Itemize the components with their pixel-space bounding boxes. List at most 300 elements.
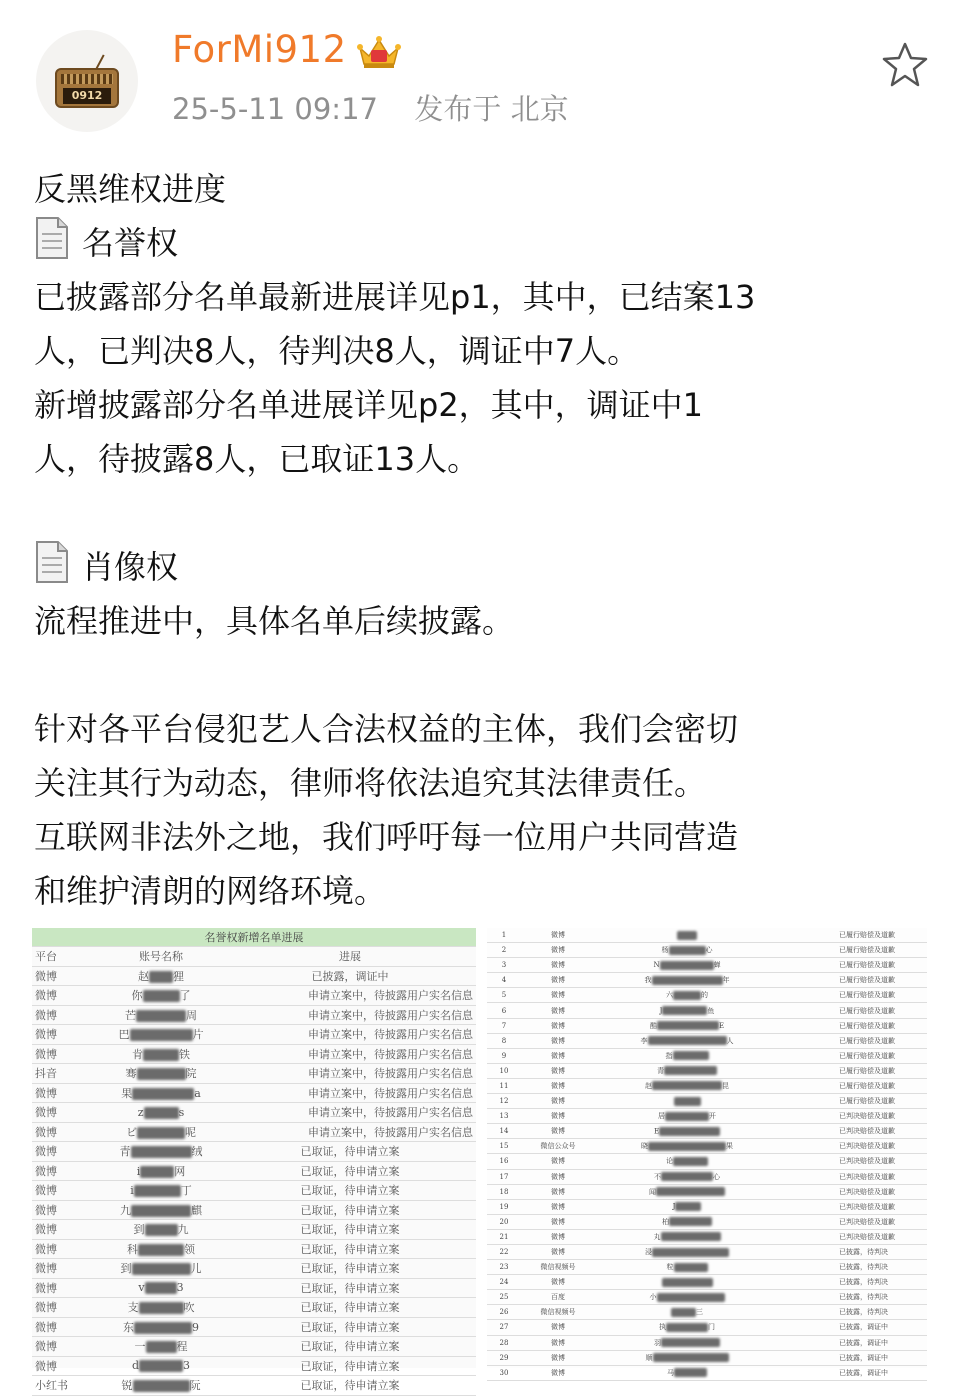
table-row: [487, 1078, 927, 1093]
row-platform: 微博: [32, 1025, 98, 1045]
table-row: [487, 1033, 927, 1048]
left-header-status: 进展: [224, 947, 476, 967]
row-status: 已履行赔偿及道歉: [779, 943, 927, 958]
row-account: J 鱼: [595, 1003, 779, 1018]
row-platform: 微博: [32, 1044, 98, 1064]
table-row: [32, 1083, 476, 1103]
row-status: 已取证，待申请立案: [224, 1181, 476, 1201]
table-row: [32, 1181, 476, 1201]
row-status: 已取证，待申请立案: [224, 1161, 476, 1181]
row-status: 已取证，待申请立案: [224, 1298, 476, 1318]
post-timestamp: 25-5-11 09:17: [172, 92, 378, 126]
row-account: 科 领: [98, 1239, 224, 1259]
redacted-block: [669, 946, 706, 955]
post-content: [34, 162, 934, 918]
row-status: 已判决赔偿及道歉: [779, 1154, 927, 1169]
redacted-block: [662, 1278, 713, 1287]
row-number: 26: [487, 1305, 521, 1320]
row-number: 10: [487, 1063, 521, 1078]
row-platform: 微博: [32, 1317, 98, 1337]
row-account: J: [595, 1199, 779, 1214]
row-status: 已履行赔偿及道歉: [779, 1033, 927, 1048]
row-status: 已履行赔偿及道歉: [779, 973, 927, 988]
table-row: [32, 966, 476, 986]
row-platform: 微博: [521, 1094, 595, 1109]
redacted-block: [139, 1360, 183, 1372]
redacted-block: [674, 1263, 708, 1272]
table-row: [32, 1064, 476, 1084]
row-platform: 微信视频号: [521, 1260, 595, 1275]
row-status: 申请立案中，待披露用户实名信息: [224, 1083, 476, 1103]
redacted-block: [132, 1088, 194, 1100]
table-row: [487, 1320, 927, 1335]
table-row: [487, 988, 927, 1003]
row-platform: 微博: [521, 1003, 595, 1018]
redacted-block: [149, 971, 173, 983]
row-platform: 微博: [32, 1259, 98, 1279]
row-number: 13: [487, 1109, 521, 1124]
row-platform: 微博: [521, 1229, 595, 1244]
right-table: [487, 928, 927, 1381]
row-status: 已取证，待申请立案: [224, 1356, 476, 1376]
row-number: 1: [487, 928, 521, 943]
closing-line: 互联网非法外之地，我们呼吁每一位用户共同营造: [34, 818, 739, 856]
row-status: 申请立案中，待披露用户实名信息: [224, 1025, 476, 1045]
table-row: [487, 1335, 927, 1350]
attached-image-1[interactable]: [32, 928, 476, 1393]
table-row: [487, 1199, 927, 1214]
row-number: 8: [487, 1033, 521, 1048]
row-number: 14: [487, 1124, 521, 1139]
row-account: E: [595, 1124, 779, 1139]
row-status: 已判决赔偿及道歉: [779, 1139, 927, 1154]
avatar-label: 0912: [63, 88, 111, 104]
row-platform: 微博: [521, 973, 595, 988]
row-platform: 微博: [32, 1356, 98, 1376]
row-account: 小: [595, 1290, 779, 1305]
row-platform: 微博: [521, 1033, 595, 1048]
row-account: 锐 阮: [98, 1376, 224, 1396]
row-status: 已履行赔偿及道歉: [779, 1048, 927, 1063]
redacted-block: [131, 1205, 191, 1217]
table-row: [487, 1365, 927, 1380]
table-row: [487, 1229, 927, 1244]
redacted-block: [143, 990, 180, 1002]
row-account: 肯 铁: [98, 1044, 224, 1064]
row-status: 已披露，待判决: [779, 1260, 927, 1275]
row-status: 已履行赔偿及道歉: [779, 1063, 927, 1078]
avatar[interactable]: [36, 30, 138, 132]
row-platform: 微信视频号: [521, 1305, 595, 1320]
row-status: 已披露，待判决: [779, 1244, 927, 1259]
row-platform: 微博: [521, 958, 595, 973]
redacted-block: [131, 1146, 192, 1158]
row-account: 青 绒: [98, 1142, 224, 1162]
table-row: [487, 1275, 927, 1290]
post-meta: [172, 87, 569, 128]
table-row: [32, 1376, 476, 1396]
table-row: [32, 1005, 476, 1025]
table-row: [32, 1044, 476, 1064]
row-platform: 微博: [32, 1278, 98, 1298]
table-row: [487, 1260, 927, 1275]
table-row: [487, 928, 927, 943]
table-row: [32, 1025, 476, 1045]
row-platform: 微博: [521, 1335, 595, 1350]
row-status: 已判决赔偿及道歉: [779, 1199, 927, 1214]
table-row: [487, 1305, 927, 1320]
row-account: 骞 院: [98, 1064, 224, 1084]
table-row: [487, 1350, 927, 1365]
section1-line: 新增披露部分名单进展详见p2，其中，调证中1: [34, 386, 704, 424]
row-account: 赵 昆: [595, 1078, 779, 1093]
table-row: [487, 958, 927, 973]
table-row: [487, 1154, 927, 1169]
redacted-block: [652, 1081, 722, 1090]
row-account: 执 门: [595, 1320, 779, 1335]
row-status: 已履行赔偿及道歉: [779, 1094, 927, 1109]
row-number: 2: [487, 943, 521, 958]
closing-line: 和维护清朗的网络环境。: [34, 872, 387, 910]
row-platform: 微博: [32, 966, 98, 986]
section1-line: 人，已判决8人，待判决8人，调证中7人。: [34, 332, 640, 370]
redacted-block: [673, 991, 701, 1000]
table-row: [487, 1003, 927, 1018]
row-account: 不 心: [595, 1169, 779, 1184]
row-account: 青: [595, 1063, 779, 1078]
table-row: [487, 1184, 927, 1199]
section2-line: 流程推进中，具体名单后续披露。: [34, 602, 515, 640]
redacted-block: [673, 1051, 709, 1060]
row-status: 已判决赔偿及道歉: [779, 1229, 927, 1244]
row-account: 居 开: [595, 1109, 779, 1124]
redacted-block: [662, 1006, 707, 1015]
row-account: 巴 片: [98, 1025, 224, 1045]
section2-heading: 肖像权: [82, 548, 179, 586]
redacted-block: [146, 1341, 177, 1353]
row-platform: 微博: [521, 1078, 595, 1093]
redacted-block: [652, 1248, 729, 1257]
section2-heading-row: [34, 540, 934, 594]
row-status: 已披露，调证中: [779, 1335, 927, 1350]
row-status: 申请立案中，待披露用户实名信息: [224, 1005, 476, 1025]
row-account: 粒: [595, 1260, 779, 1275]
row-number: 17: [487, 1169, 521, 1184]
redacted-block: [664, 1066, 717, 1075]
section1-line: 已披露部分名单最新进展详见p1，其中，已结案13: [34, 278, 756, 316]
redacted-block: [137, 1068, 186, 1080]
row-number: 18: [487, 1184, 521, 1199]
row-number: 21: [487, 1229, 521, 1244]
row-status: 已判决赔偿及道歉: [779, 1124, 927, 1139]
table-row: [32, 1103, 476, 1123]
row-platform: 微博: [521, 988, 595, 1003]
table-row: [32, 1278, 476, 1298]
table-row: [487, 1214, 927, 1229]
closing-line: 关注其行为动态，律师将依法追究其法律责任。: [34, 764, 707, 802]
row-number: 9: [487, 1048, 521, 1063]
row-account: 一 程: [98, 1337, 224, 1357]
row-number: 7: [487, 1018, 521, 1033]
redacted-block: [652, 976, 723, 985]
table-row: [487, 1048, 927, 1063]
row-platform: 微博: [521, 1320, 595, 1335]
table-row: [32, 1259, 476, 1279]
row-platform: 微博: [521, 943, 595, 958]
row-account: [595, 1275, 779, 1290]
redacted-block: [134, 1322, 192, 1334]
row-platform: 微博: [521, 1018, 595, 1033]
redacted-block: [677, 931, 697, 940]
table-row: [487, 1018, 927, 1033]
row-account: 酷 E: [595, 1018, 779, 1033]
section1-heading-row: [34, 216, 934, 270]
row-status: 已取证，待申请立案: [224, 1239, 476, 1259]
row-account: i 丁: [98, 1181, 224, 1201]
table-row: [32, 1337, 476, 1357]
redacted-block: [140, 1166, 174, 1178]
closing-line: 针对各平台侵犯艺人合法权益的主体，我们会密切: [34, 710, 739, 748]
row-account: i 网: [98, 1161, 224, 1181]
row-platform: 抖音: [32, 1064, 98, 1084]
row-status: 已披露，调证中: [779, 1365, 927, 1380]
table-row: [487, 1109, 927, 1124]
favorite-star-icon[interactable]: [880, 40, 930, 90]
row-platform: 微博: [521, 1350, 595, 1365]
row-status: 已披露，待判决: [779, 1305, 927, 1320]
redacted-block: [143, 1049, 179, 1061]
row-status: 已履行赔偿及道歉: [779, 1078, 927, 1093]
row-account: 果 a: [98, 1083, 224, 1103]
table-row: [487, 943, 927, 958]
row-platform: 微博: [32, 1200, 98, 1220]
row-status: 已取证，待申请立案: [224, 1278, 476, 1298]
redacted-block: [669, 1217, 712, 1226]
row-number: 25: [487, 1290, 521, 1305]
row-status: 已判决赔偿及道歉: [779, 1184, 927, 1199]
row-account: 到 儿: [98, 1259, 224, 1279]
section1-heading: 名誉权: [82, 224, 179, 262]
redacted-block: [657, 1021, 719, 1030]
row-platform: 微博: [32, 1337, 98, 1357]
table-row: [32, 1142, 476, 1162]
redacted-block: [661, 1172, 713, 1181]
row-account: 东 9: [98, 1317, 224, 1337]
redacted-block: [132, 1263, 191, 1275]
row-status: 已履行赔偿及道歉: [779, 988, 927, 1003]
row-status: 申请立案中，待披露用户实名信息: [224, 1122, 476, 1142]
row-status: 已判决赔偿及道歉: [779, 1214, 927, 1229]
table-row: [487, 1063, 927, 1078]
table-row: [487, 1169, 927, 1184]
table-row: [487, 1290, 927, 1305]
row-platform: 微博: [32, 1239, 98, 1259]
row-account: 李 人: [595, 1033, 779, 1048]
row-platform: 微博: [32, 1103, 98, 1123]
row-account: 你 了: [98, 986, 224, 1006]
redacted-block: [134, 1185, 181, 1197]
table-row: [32, 1356, 476, 1376]
row-account: 我 年: [595, 973, 779, 988]
table-row: [32, 1298, 476, 1318]
row-status: 申请立案中，待披露用户实名信息: [224, 1103, 476, 1123]
redacted-block: [648, 1142, 726, 1151]
table-row: [32, 1161, 476, 1181]
redacted-block: [648, 1036, 727, 1045]
redacted-block: [675, 1202, 701, 1211]
table-row: [32, 1239, 476, 1259]
row-account: 六 的: [595, 988, 779, 1003]
table-row: [487, 973, 927, 988]
row-platform: 微博: [32, 1298, 98, 1318]
row-number: 27: [487, 1320, 521, 1335]
left-table-title: 名誉权新增名单进展: [32, 928, 476, 947]
row-platform: 小红书: [32, 1376, 98, 1396]
row-platform: 微博: [32, 1220, 98, 1240]
row-platform: 微博: [32, 1142, 98, 1162]
row-platform: 百度: [521, 1290, 595, 1305]
row-platform: 微博: [32, 1181, 98, 1201]
redacted-block: [674, 1368, 707, 1377]
row-number: 19: [487, 1199, 521, 1214]
row-account: 指: [595, 1048, 779, 1063]
row-status: 已取证，待申请立案: [224, 1200, 476, 1220]
row-number: 15: [487, 1139, 521, 1154]
row-account: 三: [595, 1305, 779, 1320]
document-icon: [34, 216, 70, 260]
row-number: 12: [487, 1094, 521, 1109]
redacted-block: [653, 1353, 729, 1362]
table-row: [487, 1244, 927, 1259]
row-account: 晓 果: [595, 1139, 779, 1154]
row-platform: 微信公众号: [521, 1139, 595, 1154]
row-account: ビ 呢: [98, 1122, 224, 1142]
redacted-block: [673, 1157, 708, 1166]
row-account: 马: [595, 1365, 779, 1380]
row-number: 5: [487, 988, 521, 1003]
table-row: [487, 1094, 927, 1109]
redacted-block: [130, 1029, 193, 1041]
username[interactable]: ForMi912: [172, 28, 347, 71]
table-row: [32, 986, 476, 1006]
row-number: 24: [487, 1275, 521, 1290]
row-account: 芒 周: [98, 1005, 224, 1025]
row-platform: 微博: [521, 928, 595, 943]
row-platform: 微博: [521, 1109, 595, 1124]
row-platform: 微博: [521, 1244, 595, 1259]
row-status: 已判决赔偿及道歉: [779, 1169, 927, 1184]
redacted-block: [674, 1097, 701, 1106]
table-row: [32, 1200, 476, 1220]
redacted-block: [666, 1323, 708, 1332]
table-row: [32, 1122, 476, 1142]
row-status: 已披露，调证中: [779, 1350, 927, 1365]
redacted-block: [145, 1224, 178, 1236]
row-status: 已取证，待申请立案: [224, 1259, 476, 1279]
redacted-block: [138, 1244, 184, 1256]
row-account: [595, 1094, 779, 1109]
row-platform: 微博: [32, 1161, 98, 1181]
redacted-block: [145, 1282, 177, 1294]
redacted-block: [665, 1112, 709, 1121]
row-platform: 微博: [521, 1154, 595, 1169]
row-platform: 微博: [521, 1124, 595, 1139]
row-account: 闻: [595, 1184, 779, 1199]
row-platform: 微博: [32, 1083, 98, 1103]
row-account: v 3: [98, 1278, 224, 1298]
row-status: 已披露，待判决: [779, 1275, 927, 1290]
row-status: 已判决赔偿及道歉: [779, 1109, 927, 1124]
row-account: [595, 928, 779, 943]
row-account: N 蝉: [595, 958, 779, 973]
row-status: 已取证，待申请立案: [224, 1142, 476, 1162]
row-status: 已披露，调证中: [224, 966, 476, 986]
row-account: z s: [98, 1103, 224, 1123]
redacted-block: [661, 1232, 721, 1241]
redacted-block: [660, 961, 714, 970]
row-platform: 微博: [521, 1169, 595, 1184]
row-platform: 微博: [32, 986, 98, 1006]
row-status: 申请立案中，待披露用户实名信息: [224, 986, 476, 1006]
row-account: 丸: [595, 1229, 779, 1244]
redacted-block: [657, 1293, 725, 1302]
redacted-block: [659, 1127, 720, 1136]
row-status: 已履行赔偿及道歉: [779, 928, 927, 943]
row-status: 申请立案中，待披露用户实名信息: [224, 1064, 476, 1084]
row-platform: 微博: [32, 1005, 98, 1025]
table-row: [487, 1139, 927, 1154]
row-status: 已履行赔偿及道歉: [779, 1018, 927, 1033]
row-status: 已取证，待申请立案: [224, 1317, 476, 1337]
row-number: 29: [487, 1350, 521, 1365]
row-number: 6: [487, 1003, 521, 1018]
redacted-block: [139, 1302, 184, 1314]
row-number: 30: [487, 1365, 521, 1380]
row-status: 已取证，待申请立案: [224, 1376, 476, 1396]
row-platform: 微博: [521, 1184, 595, 1199]
document-icon: [34, 540, 70, 584]
post-location: 发布于 北京: [414, 92, 569, 126]
radio-icon: [55, 54, 119, 108]
row-account: 羽: [595, 1335, 779, 1350]
row-number: 20: [487, 1214, 521, 1229]
row-number: 16: [487, 1154, 521, 1169]
row-platform: 微博: [521, 1275, 595, 1290]
row-status: 已履行赔偿及道歉: [779, 958, 927, 973]
section1-line: 人，待披露8人，已取证13人。: [34, 440, 480, 478]
row-account: d 3: [98, 1356, 224, 1376]
row-account: 支 吹: [98, 1298, 224, 1318]
row-account: 柏: [595, 1214, 779, 1229]
attached-image-2[interactable]: [487, 928, 927, 1377]
left-table: [32, 928, 476, 1396]
row-status: 已披露，调证中: [779, 1320, 927, 1335]
row-number: 3: [487, 958, 521, 973]
redacted-block: [137, 1127, 185, 1139]
row-number: 11: [487, 1078, 521, 1093]
row-account: 论: [595, 1154, 779, 1169]
row-platform: 微博: [521, 1063, 595, 1078]
row-platform: 微博: [521, 1199, 595, 1214]
row-platform: 微博: [521, 1214, 595, 1229]
row-account: 九 麒: [98, 1200, 224, 1220]
row-account: 杨 心: [595, 943, 779, 958]
row-platform: 微博: [521, 1365, 595, 1380]
row-account: 顺: [595, 1350, 779, 1365]
row-number: 23: [487, 1260, 521, 1275]
redacted-block: [144, 1107, 179, 1119]
table-row: [32, 1317, 476, 1337]
